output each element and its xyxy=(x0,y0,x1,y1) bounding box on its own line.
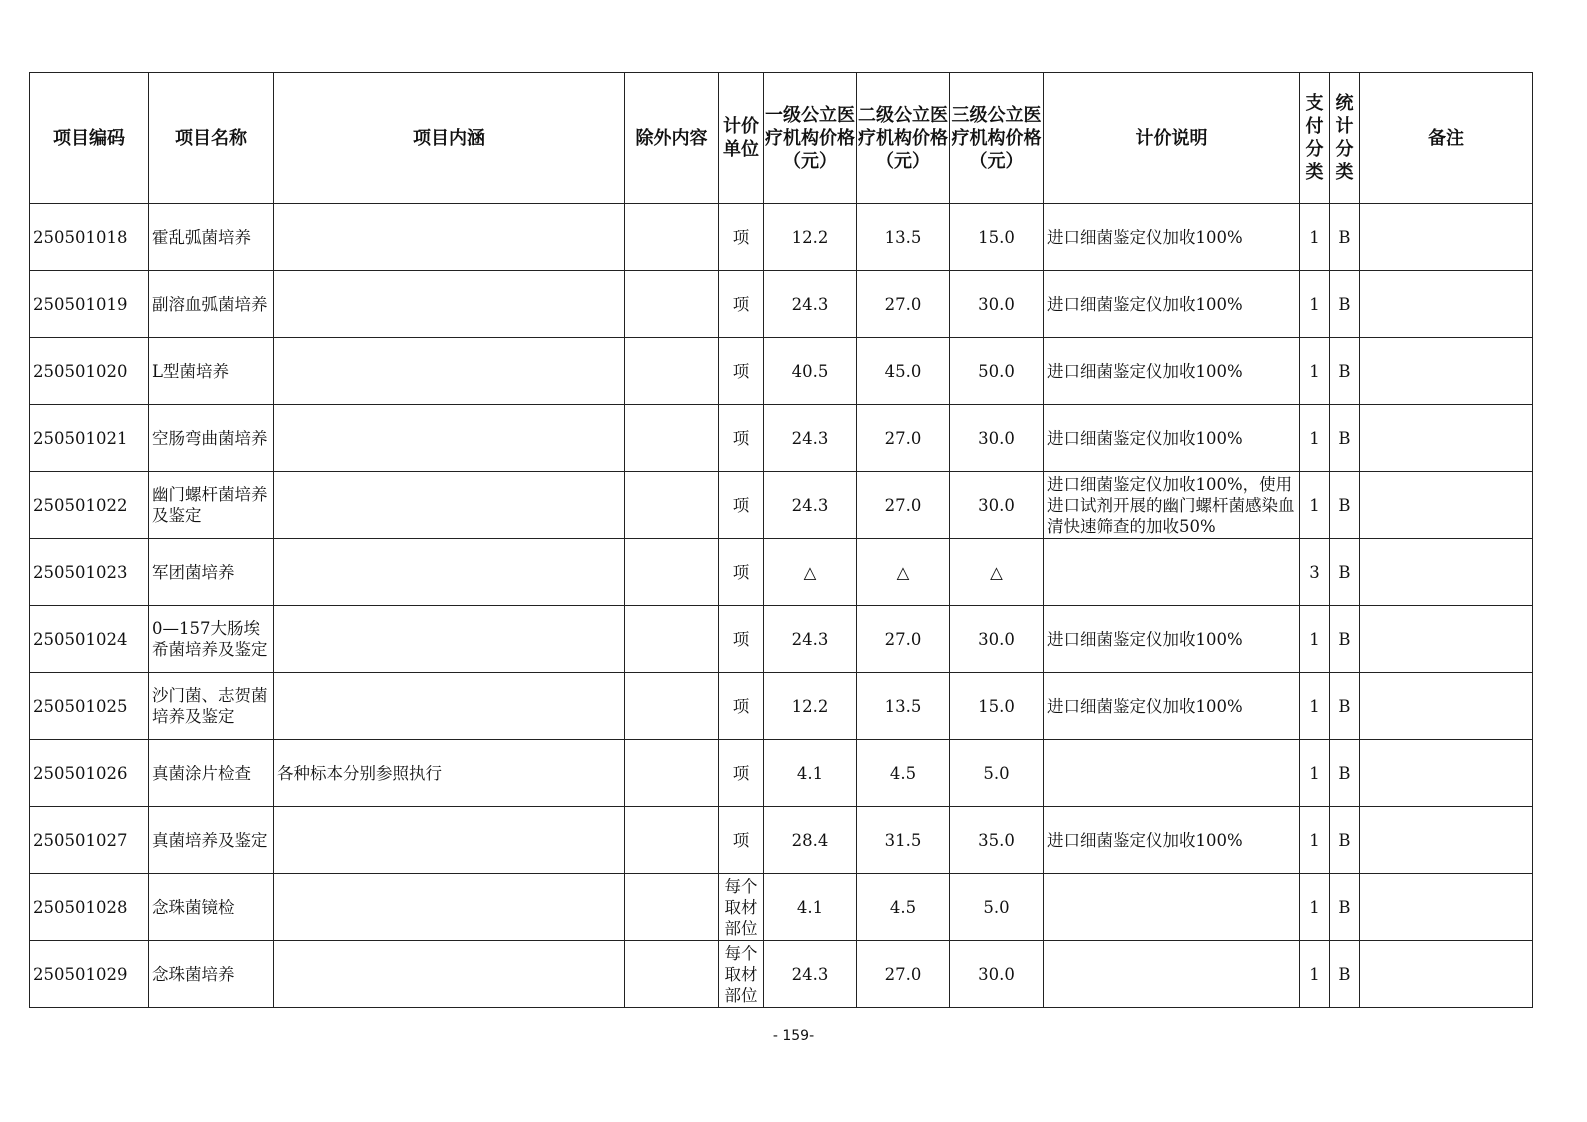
item-payment-class: 1 xyxy=(1300,606,1330,673)
item-level2-price: 27.0 xyxy=(857,405,950,472)
item-level3-price: △ xyxy=(950,539,1044,606)
item-code: 250501025 xyxy=(30,673,149,740)
header-level2-price: 二级公立医疗机构价格（元） xyxy=(857,73,950,204)
item-pricing-note: 进口细菌鉴定仪加收100% xyxy=(1044,405,1300,472)
item-name: 幽门螺杆菌培养及鉴定 xyxy=(149,472,274,539)
item-exclusions xyxy=(625,472,719,539)
item-content xyxy=(274,673,625,740)
item-level1-price: 24.3 xyxy=(764,271,857,338)
table-body xyxy=(30,204,1533,1008)
item-payment-class: 1 xyxy=(1300,405,1330,472)
item-exclusions xyxy=(625,204,719,271)
item-name: 真菌培养及鉴定 xyxy=(149,807,274,874)
item-exclusions xyxy=(625,539,719,606)
item-stat-class: B xyxy=(1330,874,1360,941)
item-code: 250501026 xyxy=(30,740,149,807)
item-payment-class: 1 xyxy=(1300,673,1330,740)
item-payment-class: 1 xyxy=(1300,204,1330,271)
item-pricing-note: 进口细菌鉴定仪加收100% xyxy=(1044,807,1300,874)
item-stat-class: B xyxy=(1330,271,1360,338)
item-content xyxy=(274,941,625,1008)
item-payment-class: 1 xyxy=(1300,941,1330,1008)
table-row xyxy=(30,204,1533,271)
item-level1-price: 4.1 xyxy=(764,874,857,941)
item-exclusions xyxy=(625,874,719,941)
item-code: 250501018 xyxy=(30,204,149,271)
item-level1-price: 24.3 xyxy=(764,606,857,673)
item-level2-price: 13.5 xyxy=(857,204,950,271)
item-name: 霍乱弧菌培养 xyxy=(149,204,274,271)
item-remark xyxy=(1360,874,1533,941)
item-payment-class: 1 xyxy=(1300,338,1330,405)
item-level2-price: 27.0 xyxy=(857,941,950,1008)
item-stat-class: B xyxy=(1330,405,1360,472)
table-row xyxy=(30,606,1533,673)
item-code: 250501023 xyxy=(30,539,149,606)
item-payment-class: 1 xyxy=(1300,807,1330,874)
item-content: 各种标本分别参照执行 xyxy=(274,740,625,807)
item-code: 250501021 xyxy=(30,405,149,472)
item-name: 军团菌培养 xyxy=(149,539,274,606)
table-row xyxy=(30,338,1533,405)
item-level2-price: 13.5 xyxy=(857,673,950,740)
item-level2-price: △ xyxy=(857,539,950,606)
item-unit: 项 xyxy=(719,673,764,740)
item-name: 念珠菌培养 xyxy=(149,941,274,1008)
item-name: 0—157大肠埃希菌培养及鉴定 xyxy=(149,606,274,673)
item-remark xyxy=(1360,472,1533,539)
item-stat-class: B xyxy=(1330,941,1360,1008)
item-level1-price: 12.2 xyxy=(764,204,857,271)
header-code: 项目编码 xyxy=(30,73,149,204)
item-exclusions xyxy=(625,271,719,338)
item-pricing-note: 进口细菌鉴定仪加收100% xyxy=(1044,673,1300,740)
item-unit: 项 xyxy=(719,807,764,874)
header-exclusions: 除外内容 xyxy=(625,73,719,204)
item-content xyxy=(274,405,625,472)
item-unit: 每个取材部位 xyxy=(719,941,764,1008)
price-table xyxy=(29,72,1533,1008)
item-level2-price: 27.0 xyxy=(857,271,950,338)
item-content xyxy=(274,807,625,874)
item-remark xyxy=(1360,606,1533,673)
item-name: 沙门菌、志贺菌培养及鉴定 xyxy=(149,673,274,740)
table-row xyxy=(30,941,1533,1008)
item-remark xyxy=(1360,204,1533,271)
item-level2-price: 45.0 xyxy=(857,338,950,405)
item-exclusions xyxy=(625,405,719,472)
item-pricing-note: 进口细菌鉴定仪加收100%，使用进口试剂开展的幽门螺杆菌感染血清快速筛查的加收50% xyxy=(1044,472,1300,539)
item-code: 250501029 xyxy=(30,941,149,1008)
item-payment-class: 1 xyxy=(1300,472,1330,539)
item-stat-class: B xyxy=(1330,807,1360,874)
item-unit: 项 xyxy=(719,338,764,405)
table-row xyxy=(30,673,1533,740)
header-payment-class: 支付分类 xyxy=(1300,73,1330,204)
item-code: 250501027 xyxy=(30,807,149,874)
item-content xyxy=(274,338,625,405)
item-name: 副溶血弧菌培养 xyxy=(149,271,274,338)
item-level1-price: 40.5 xyxy=(764,338,857,405)
item-code: 250501024 xyxy=(30,606,149,673)
item-remark xyxy=(1360,673,1533,740)
item-content xyxy=(274,472,625,539)
item-payment-class: 3 xyxy=(1300,539,1330,606)
table-row xyxy=(30,472,1533,539)
page-number: - 159- xyxy=(772,1028,815,1044)
item-unit: 项 xyxy=(719,405,764,472)
header-remarks: 备注 xyxy=(1360,73,1533,204)
item-level1-price: 24.3 xyxy=(764,405,857,472)
item-name: 念珠菌镜检 xyxy=(149,874,274,941)
item-unit: 项 xyxy=(719,606,764,673)
table-row xyxy=(30,740,1533,807)
header-pricing-note: 计价说明 xyxy=(1044,73,1300,204)
item-level3-price: 15.0 xyxy=(950,673,1044,740)
item-level3-price: 30.0 xyxy=(950,472,1044,539)
item-content xyxy=(274,271,625,338)
item-pricing-note xyxy=(1044,874,1300,941)
item-code: 250501028 xyxy=(30,874,149,941)
item-code: 250501020 xyxy=(30,338,149,405)
table-row xyxy=(30,874,1533,941)
item-stat-class: B xyxy=(1330,740,1360,807)
item-level3-price: 35.0 xyxy=(950,807,1044,874)
item-exclusions xyxy=(625,606,719,673)
item-level3-price: 15.0 xyxy=(950,204,1044,271)
item-stat-class: B xyxy=(1330,472,1360,539)
item-payment-class: 1 xyxy=(1300,874,1330,941)
item-pricing-note xyxy=(1044,941,1300,1008)
table-row xyxy=(30,807,1533,874)
item-code: 250501019 xyxy=(30,271,149,338)
item-stat-class: B xyxy=(1330,539,1360,606)
item-level3-price: 30.0 xyxy=(950,271,1044,338)
item-stat-class: B xyxy=(1330,338,1360,405)
item-content xyxy=(274,539,625,606)
item-remark xyxy=(1360,740,1533,807)
header-stat-class: 统计分类 xyxy=(1330,73,1360,204)
item-exclusions xyxy=(625,740,719,807)
item-level2-price: 31.5 xyxy=(857,807,950,874)
item-remark xyxy=(1360,539,1533,606)
item-content xyxy=(274,204,625,271)
item-level1-price: 12.2 xyxy=(764,673,857,740)
item-level2-price: 4.5 xyxy=(857,740,950,807)
item-remark xyxy=(1360,807,1533,874)
item-payment-class: 1 xyxy=(1300,740,1330,807)
header-row xyxy=(30,73,1533,204)
item-unit: 项 xyxy=(719,472,764,539)
item-level3-price: 30.0 xyxy=(950,405,1044,472)
item-name: 空肠弯曲菌培养 xyxy=(149,405,274,472)
header-name: 项目名称 xyxy=(149,73,274,204)
item-level1-price: 24.3 xyxy=(764,472,857,539)
item-unit: 项 xyxy=(719,204,764,271)
item-pricing-note xyxy=(1044,740,1300,807)
item-pricing-note: 进口细菌鉴定仪加收100% xyxy=(1044,271,1300,338)
item-level1-price: 28.4 xyxy=(764,807,857,874)
item-unit: 项 xyxy=(719,740,764,807)
header-content: 项目内涵 xyxy=(274,73,625,204)
item-level2-price: 27.0 xyxy=(857,472,950,539)
item-remark xyxy=(1360,405,1533,472)
item-unit: 项 xyxy=(719,539,764,606)
item-unit: 项 xyxy=(719,271,764,338)
item-pricing-note: 进口细菌鉴定仪加收100% xyxy=(1044,338,1300,405)
item-level1-price: 4.1 xyxy=(764,740,857,807)
item-content xyxy=(274,874,625,941)
item-level3-price: 5.0 xyxy=(950,740,1044,807)
item-level1-price: 24.3 xyxy=(764,941,857,1008)
item-pricing-note: 进口细菌鉴定仪加收100% xyxy=(1044,606,1300,673)
item-stat-class: B xyxy=(1330,204,1360,271)
item-remark xyxy=(1360,338,1533,405)
item-unit: 每个取材部位 xyxy=(719,874,764,941)
header-level3-price: 三级公立医疗机构价格（元） xyxy=(950,73,1044,204)
item-stat-class: B xyxy=(1330,673,1360,740)
item-exclusions xyxy=(625,673,719,740)
item-exclusions xyxy=(625,941,719,1008)
item-level3-price: 50.0 xyxy=(950,338,1044,405)
item-level3-price: 30.0 xyxy=(950,941,1044,1008)
item-stat-class: B xyxy=(1330,606,1360,673)
table-row xyxy=(30,405,1533,472)
item-level3-price: 30.0 xyxy=(950,606,1044,673)
item-pricing-note xyxy=(1044,539,1300,606)
table-row xyxy=(30,539,1533,606)
header-level1-price: 一级公立医疗机构价格（元） xyxy=(764,73,857,204)
table-row xyxy=(30,271,1533,338)
item-name: 真菌涂片检查 xyxy=(149,740,274,807)
item-remark xyxy=(1360,271,1533,338)
item-remark xyxy=(1360,941,1533,1008)
item-pricing-note: 进口细菌鉴定仪加收100% xyxy=(1044,204,1300,271)
item-payment-class: 1 xyxy=(1300,271,1330,338)
item-code: 250501022 xyxy=(30,472,149,539)
item-level1-price: △ xyxy=(764,539,857,606)
item-exclusions xyxy=(625,807,719,874)
item-level2-price: 27.0 xyxy=(857,606,950,673)
item-name: L型菌培养 xyxy=(149,338,274,405)
item-level3-price: 5.0 xyxy=(950,874,1044,941)
item-exclusions xyxy=(625,338,719,405)
item-content xyxy=(274,606,625,673)
item-level2-price: 4.5 xyxy=(857,874,950,941)
header-unit: 计价单位 xyxy=(719,73,764,204)
